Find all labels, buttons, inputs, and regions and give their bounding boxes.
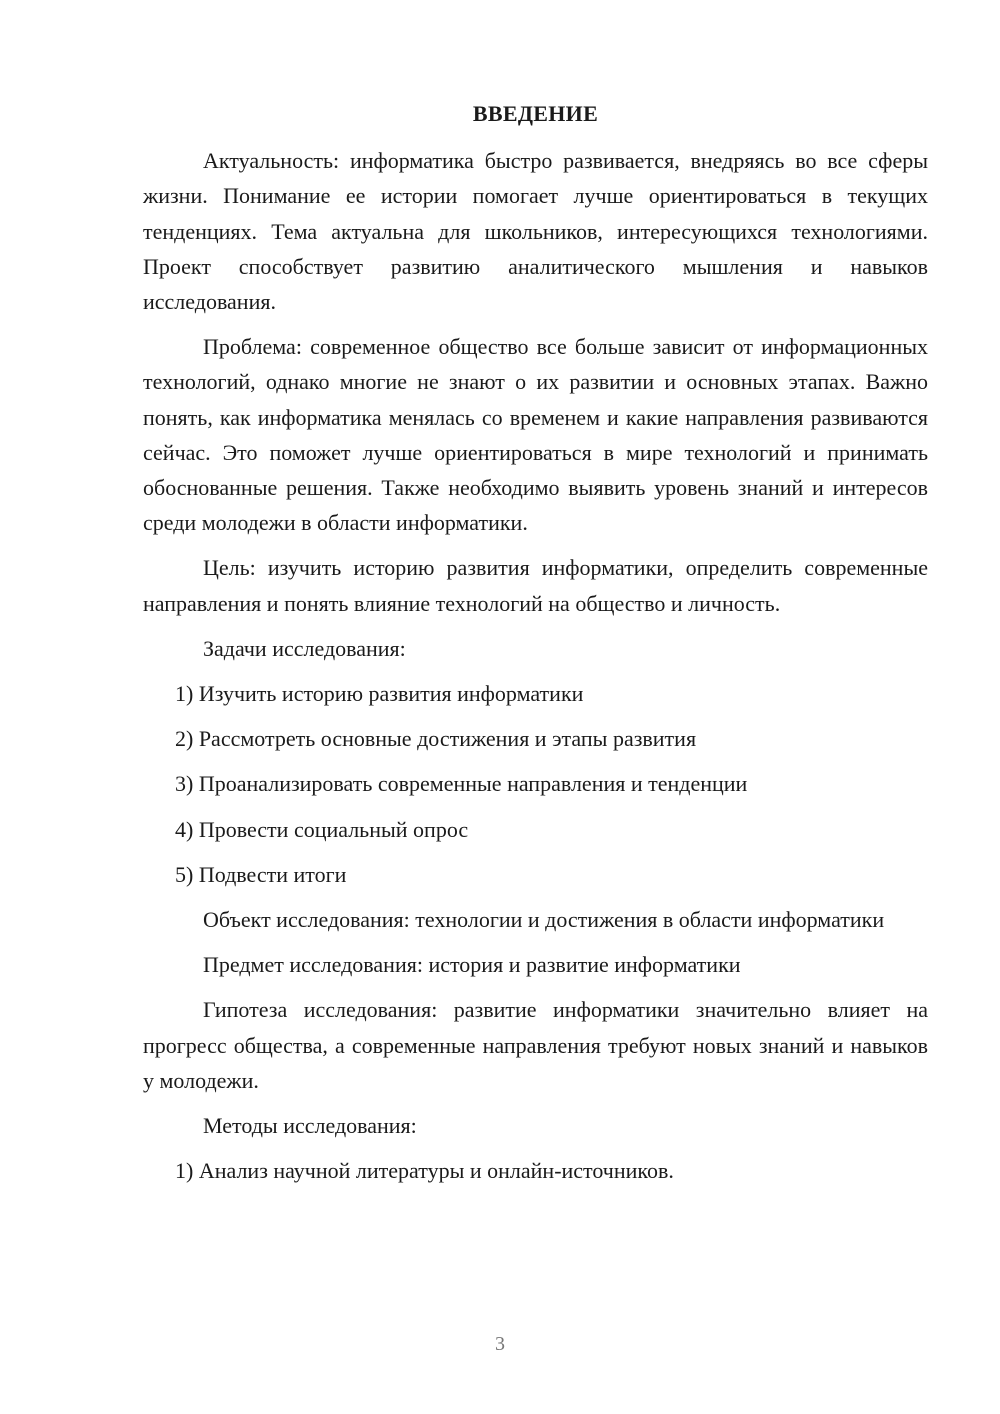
hypothesis-paragraph: Гипотеза исследования: развитие информатики значительно влияет на прогресс общества, а современные направления требуют новых знаний и навыков у молодежи. — [143, 997, 928, 1093]
tasks-heading: Задачи исследования: — [203, 635, 406, 661]
list-item: 4) Провести социальный опрос — [175, 816, 469, 842]
subject-paragraph: Предмет исследования: история и развитие информатики — [203, 952, 741, 978]
relevance-paragraph: Актуальность: информатика быстро развивается, внедряясь во все сферы жизни. Понимание ее истории помогает лучше ориентироваться в текущих тенденциях. Тема актуальна для школьников, интересующихся технологиями. Проект способствует развитию аналитического мышления и навыков исследования. — [143, 148, 928, 315]
methods-heading: Методы исследования: — [203, 1113, 417, 1139]
list-item: 1) Изучить историю развития информатики — [175, 681, 584, 707]
problem-paragraph: Проблема: современное общество все больше зависит от информационных технологий, однако многие не знают о их развитии и основных этапах. Важно понять, как информатика менялась со временем и какие направления развиваются сейчас. Это поможет лучше ориентироваться в мире технологий и принимать обоснованные решения. Также необходимо выявить уровень знаний и интересов среди молодежи в области информатики. — [143, 334, 928, 536]
tasks-list — [143, 676, 928, 892]
section-title: ВВЕДЕНИЕ — [472, 101, 599, 126]
document-page — [143, 96, 928, 1198]
object-paragraph: Объект исследования: технологии и достижения в области информатики — [203, 907, 885, 933]
page-number: 3 — [495, 1333, 505, 1355]
methods-list — [143, 1153, 928, 1188]
goal-paragraph: Цель: изучить историю развития информатики, определить современные направления и понять влияние технологий на общество и личность. — [143, 555, 928, 616]
list-item: 1) Анализ научной литературы и онлайн-источников. — [175, 1158, 674, 1184]
list-item: 3) Проанализировать современные направления и тенденции — [175, 771, 748, 797]
list-item: 2) Рассмотреть основные достижения и этапы развития — [175, 726, 697, 752]
list-item: 5) Подвести итоги — [175, 861, 347, 887]
